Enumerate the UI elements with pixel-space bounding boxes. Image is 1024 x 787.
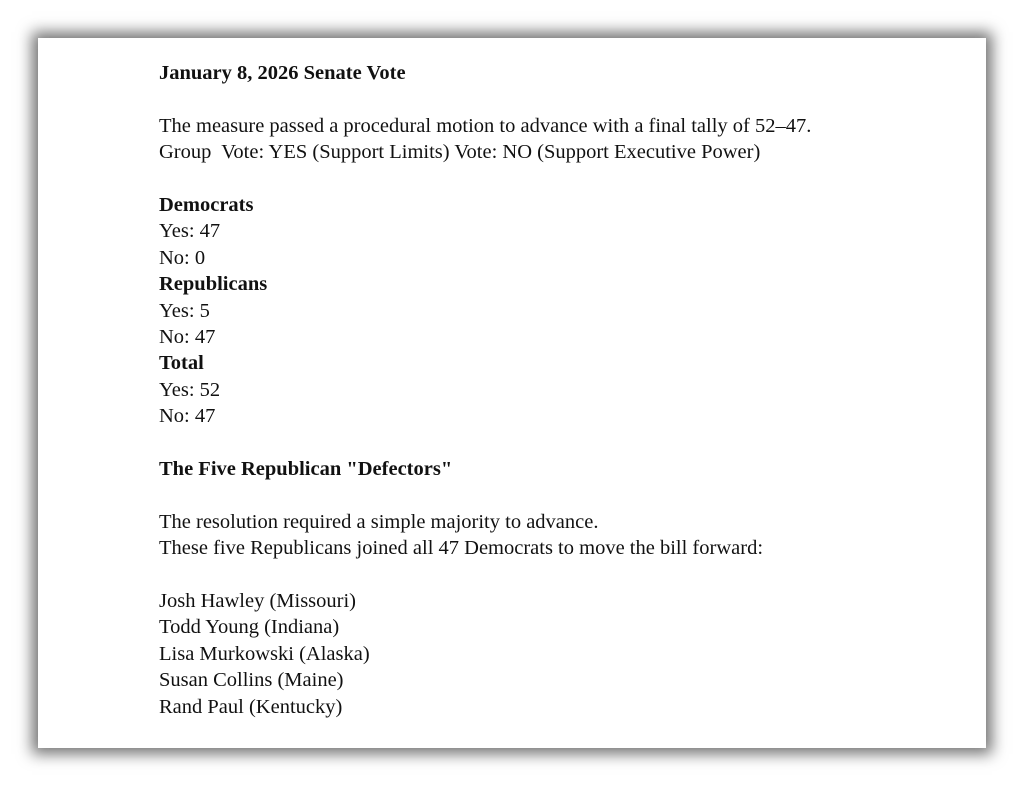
defectors-line-2: These five Republicans joined all 47 Democrats to move the bill forward: [159,537,764,560]
spacer [159,166,959,192]
group-no-democrats: No: 0 [159,246,206,269]
senator-list-item: Rand Paul (Kentucky) [159,695,343,718]
group-yes-republicans: Yes: 5 [159,299,210,322]
spacer [159,86,959,112]
senator-list-item: Todd Young (Indiana) [159,616,340,639]
group-heading-democrats: Democrats [159,194,254,216]
intro-line-1: The measure passed a procedural motion to advance with a final tally of 52–47. [159,114,812,137]
defectors-line-1: The resolution required a simple majority to advance. [159,510,599,533]
group-yes-democrats: Yes: 47 [159,220,221,243]
document-page [38,38,986,748]
document-content [159,60,959,720]
spacer [159,482,959,508]
senator-list-item: Josh Hawley (Missouri) [159,590,357,613]
group-heading-republicans: Republicans [159,273,268,296]
group-no-total: No: 47 [159,405,216,428]
document-heading: January 8, 2026 Senate Vote [159,62,406,84]
spacer [159,430,959,456]
group-heading-total: Total [159,352,204,375]
group-yes-total: Yes: 52 [159,378,221,401]
senator-list-item: Susan Collins (Maine) [159,669,344,692]
intro-line-2: Group Vote: YES (Support Limits) Vote: NO (Support Executive Power) [159,141,761,164]
spacer [159,562,959,588]
group-no-republicans: No: 47 [159,326,216,349]
senator-list-item: Lisa Murkowski (Alaska) [159,642,370,665]
defectors-heading: The Five Republican "Defectors" [159,458,453,481]
